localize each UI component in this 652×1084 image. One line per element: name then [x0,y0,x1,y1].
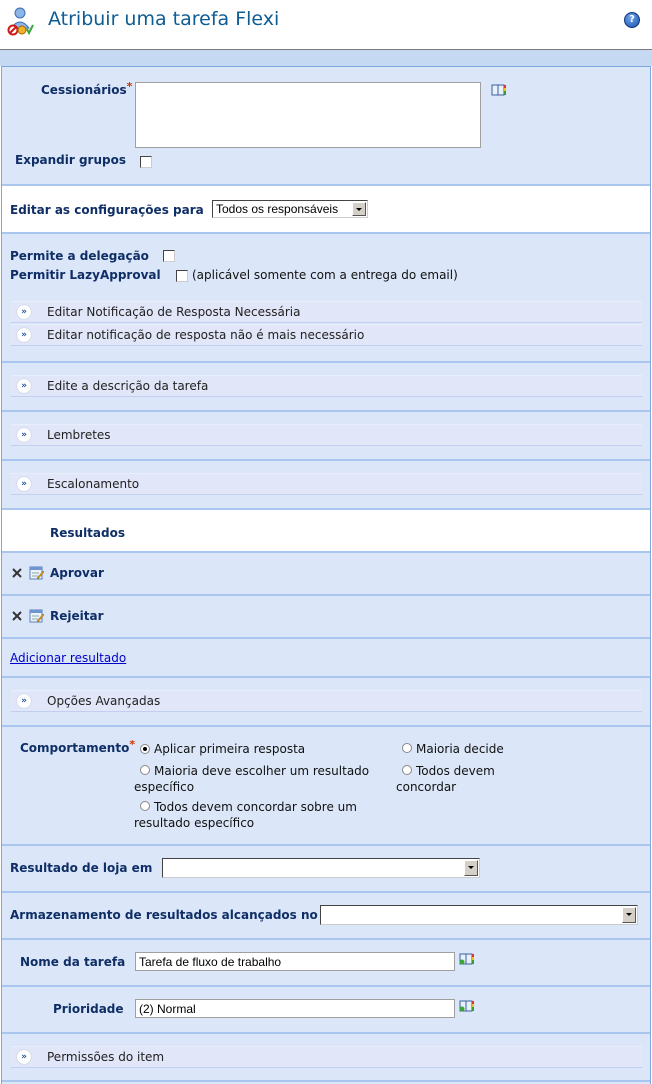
outcome-row [2,553,650,596]
delete-icon[interactable] [11,567,23,579]
form-panel [1,66,651,1084]
advanced-options-toggle[interactable] [11,690,642,712]
task-name-input[interactable]: Tarefa de fluxo de trabalho [135,952,455,971]
title-bar [0,0,652,48]
lookup-icon[interactable] [459,953,475,965]
allow-delegation-checkbox[interactable] [163,250,175,262]
help-icon[interactable]: ? [624,12,640,28]
task-description-toggle[interactable] [11,375,642,397]
reminders-section [2,412,650,461]
reminders-toggle[interactable] [11,424,642,446]
workflow-task-icon [6,6,34,36]
expand-chevron-icon: » [17,305,31,319]
store-achieved-section [2,893,650,940]
behaviour-option-label: Todos devem concordar [396,764,495,794]
escalation-toggle[interactable] [11,473,642,495]
delete-icon[interactable] [11,610,23,622]
task-description-section [2,363,650,412]
outcome-row [2,596,650,639]
store-outcome-label: Resultado de loja em [10,861,153,875]
store-achieved-select[interactable] [320,905,638,925]
outcome-label: Aprovar [50,566,104,580]
item-permissions-label: Permissões do item [47,1050,165,1064]
assignees-label: Cessionários* [41,80,133,97]
required-marker: * [126,80,133,93]
store-outcome-section [2,846,650,893]
header-band [0,50,652,66]
reminders-label: Lembretes [47,428,111,442]
outcomes-heading: Resultados [50,526,125,540]
priority-section [2,987,650,1034]
lazy-approval-note: (aplicável somente com a entrega do email) [192,268,458,282]
behaviour-option-label: Maioria deve escolher um resultado específico [134,764,370,794]
expand-chevron-icon: » [17,379,31,393]
chevron-down-icon[interactable] [352,202,366,216]
behaviour-option-label: Aplicar primeira resposta [154,742,306,756]
response-required-toggle[interactable] [11,301,642,323]
assignees-section [2,67,650,186]
expand-chevron-icon: » [17,477,31,491]
escalation-section [2,461,650,510]
behaviour-radio-first-response[interactable] [140,744,150,754]
store-outcome-select[interactable] [162,858,480,878]
outcomes-heading-section [2,510,650,553]
response-not-required-toggle[interactable] [11,324,642,346]
lookup-icon[interactable] [459,1000,475,1012]
expand-groups-label: Expandir grupos [15,153,126,167]
outcome-label: Rejeitar [50,609,104,623]
chevron-down-icon[interactable] [622,907,636,923]
add-outcome-section [2,639,650,678]
task-name-section [2,940,650,987]
add-outcome-link[interactable]: Adicionar resultado [10,651,127,665]
edit-settings-label: Editar as configurações para [10,203,204,217]
advanced-options-section [2,678,650,727]
assignees-input[interactable] [135,82,481,148]
behaviour-section [2,727,650,846]
chevron-down-icon[interactable] [464,860,478,876]
lazy-approval-checkbox[interactable] [176,270,188,282]
expand-chevron-icon: » [17,1050,31,1064]
expand-groups-checkbox[interactable] [140,156,152,168]
task-description-label: Edite a descrição da tarefa [47,379,209,393]
page-title: Atribuir uma tarefa Flexi [48,8,280,30]
behaviour-option-label: Todos devem concordar sobre um resultado específico [134,800,357,830]
store-achieved-label: Armazenamento de resultados alcançados no [10,908,318,922]
priority-label: Prioridade [53,1002,124,1016]
task-name-label: Nome da tarefa [20,955,126,969]
behaviour-label: Comportamento* [20,738,136,755]
address-book-icon[interactable] [491,84,507,96]
lazy-approval-label: Permitir LazyApproval [10,268,161,282]
edit-icon[interactable] [29,609,45,623]
expand-chevron-icon: » [17,428,31,442]
escalation-label: Escalonamento [47,477,140,491]
expand-chevron-icon: » [17,328,31,342]
advanced-options-label: Opções Avançadas [47,694,161,708]
required-marker: * [129,738,136,751]
item-permissions-section [2,1034,650,1082]
edit-settings-select[interactable] [212,200,368,218]
expand-chevron-icon: » [17,694,31,708]
edit-icon[interactable] [29,566,45,580]
response-required-label: Editar Notificação de Resposta Necessária [47,305,301,319]
edit-settings-value: Todos os responsáveis [216,202,339,216]
behaviour-radio-majority-decides[interactable] [402,743,412,753]
edit-settings-section [2,186,650,234]
allow-delegation-label: Permite a delegação [10,249,149,263]
priority-input[interactable]: (2) Normal [135,999,455,1018]
item-permissions-toggle[interactable] [11,1046,642,1068]
behaviour-option-label: Maioria decide [416,742,504,756]
delegation-section [2,234,650,363]
response-not-required-label: Editar notificação de resposta não é mais necessário [47,328,365,342]
